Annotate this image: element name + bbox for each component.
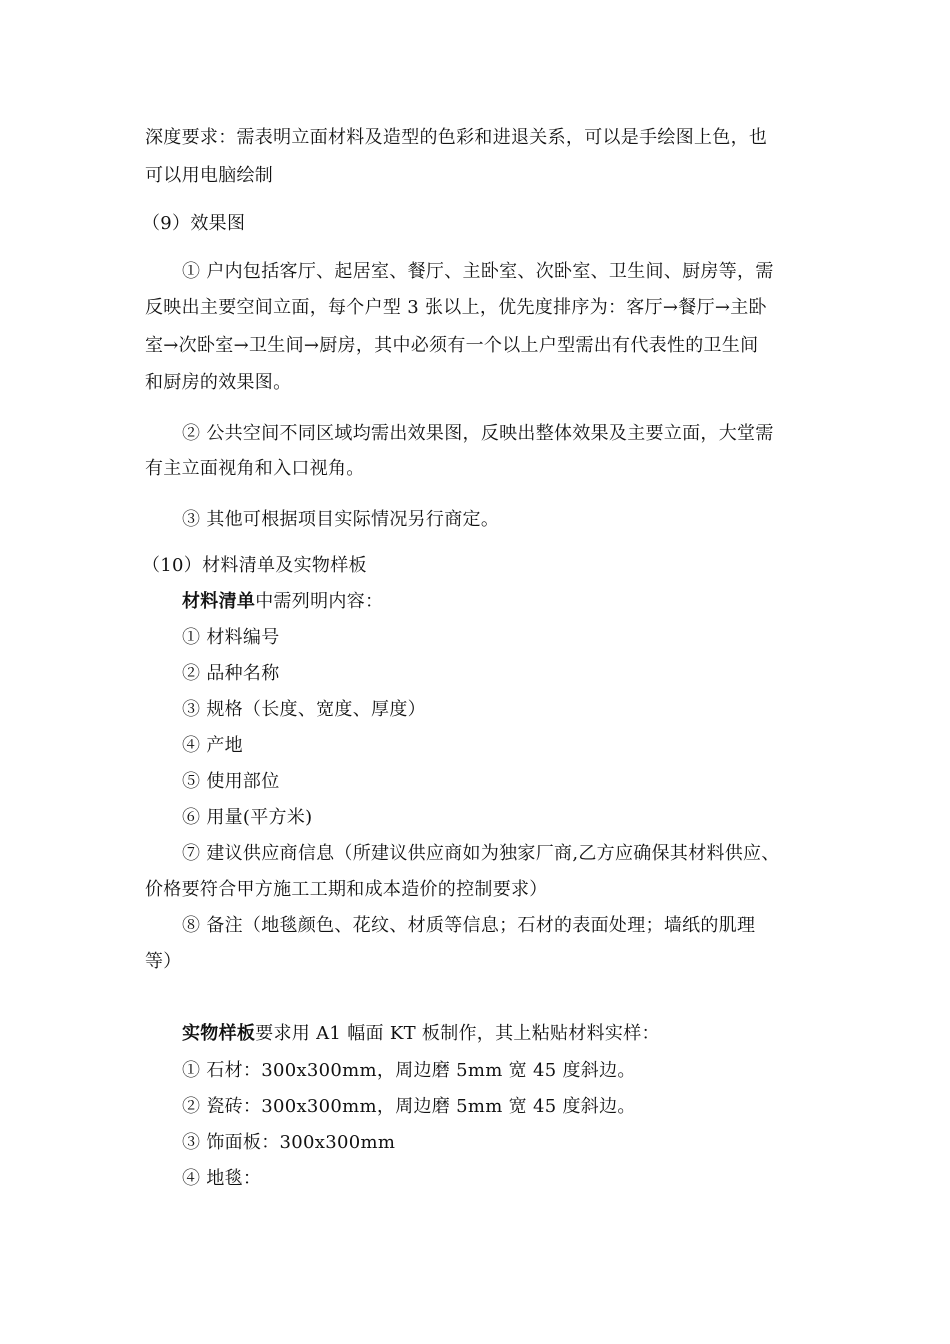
material-list-item: ② 品种名称 — [182, 663, 280, 684]
sample-board-title — [182, 1022, 660, 1046]
effects-paragraph-3: ③ 其他可根据项目实际情况另行商定。 — [182, 509, 500, 530]
depth-requirement-line-2: 可以用电脑绘制 — [145, 165, 274, 186]
sample-item: ④ 地毯： — [182, 1168, 262, 1189]
effects-paragraph-1-line-3: 室→次卧室→卫生间→厨房，其中必须有一个以上户型需出有代表性的卫生间 — [145, 335, 759, 356]
material-list-item: ⑥ 用量(平方米) — [182, 807, 313, 828]
material-list-item: ④ 产地 — [182, 735, 243, 756]
effects-paragraph-2-line-1: ② 公共空间不同区域均需出效果图，反映出整体效果及主要立面，大堂需 — [182, 423, 774, 444]
section-heading-effects: （9）效果图 — [142, 213, 246, 234]
section-heading-materials: （10）材料清单及实物样板 — [142, 555, 367, 576]
material-list-item: ⑤ 使用部位 — [182, 771, 280, 792]
material-list-item-continued: 价格要符合甲方施工工期和成本造价的控制要求） — [145, 879, 548, 900]
sample-board-title-rest: 要求用 A1 幅面 KT 板制作，其上粘贴材料实样： — [255, 1023, 660, 1044]
material-list-item: ③ 规格（长度、宽度、厚度） — [182, 699, 426, 720]
material-list-item: ① 材料编号 — [182, 627, 280, 648]
sample-board-title-bold: 实物样板 — [182, 1023, 256, 1044]
effects-paragraph-1-line-4: 和厨房的效果图。 — [145, 372, 292, 393]
sample-item: ③ 饰面板：300x300mm — [182, 1132, 396, 1153]
material-list-title — [182, 590, 383, 614]
material-list-item-continued: 等） — [145, 951, 182, 972]
material-list-title-bold: 材料清单 — [182, 591, 256, 612]
depth-requirement-line-1: 深度要求：需表明立面材料及造型的色彩和进退关系，可以是手绘图上色，也 — [145, 127, 768, 148]
material-list-title-rest: 中需列明内容： — [255, 591, 384, 612]
material-list-item: ⑧ 备注（地毯颜色、花纹、材质等信息；石材的表面处理；墙纸的肌理 — [182, 915, 756, 936]
effects-paragraph-1-line-2: 反映出主要空间立面，每个户型 3 张以上，优先度排序为：客厅→餐厅→主卧 — [145, 297, 767, 318]
effects-paragraph-2-line-2: 有主立面视角和入口视角。 — [145, 458, 365, 479]
sample-item: ① 石材：300x300mm，周边磨 5mm 宽 45 度斜边。 — [182, 1060, 636, 1081]
sample-item: ② 瓷砖：300x300mm，周边磨 5mm 宽 45 度斜边。 — [182, 1096, 636, 1117]
material-list-item: ⑦ 建议供应商信息（所建议供应商如为独家厂商,乙方应确保其材料供应、 — [182, 843, 780, 864]
effects-paragraph-1-line-1: ① 户内包括客厅、起居室、餐厅、主卧室、次卧室、卫生间、厨房等，需 — [182, 261, 774, 282]
